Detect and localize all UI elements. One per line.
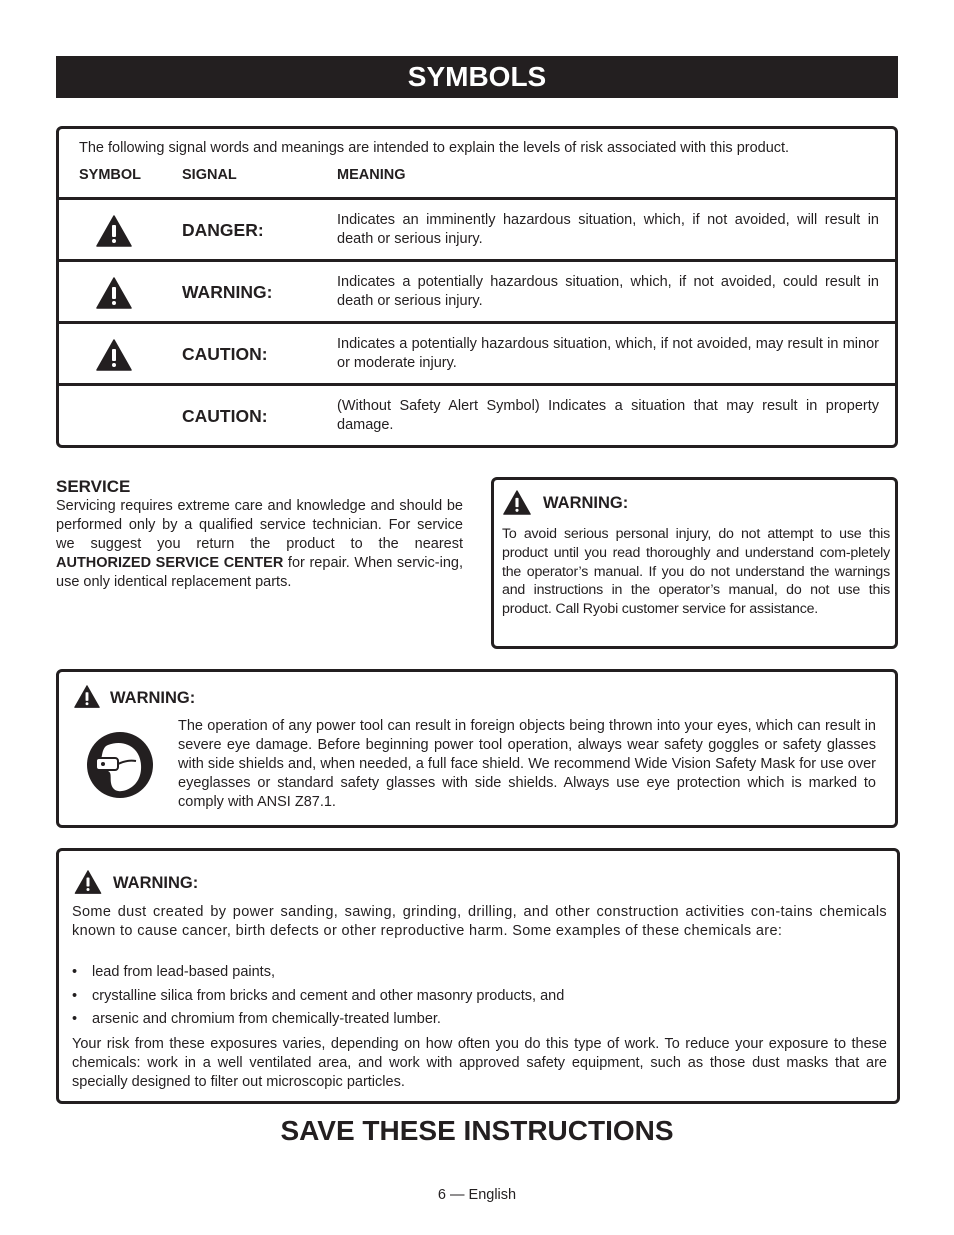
signal-word: CAUTION: — [182, 344, 268, 364]
symbol-row-caution-no-symbol — [59, 383, 895, 445]
signal-meaning: Indicates a potentially hazardous situation, which, if not avoided, may result in minor or moderate injury. — [337, 336, 879, 371]
signal-meaning: Indicates an imminently hazardous situation, which, if not avoided, will result in death or serious injury. — [337, 212, 879, 247]
save-instructions-heading: SAVE THESE INSTRUCTIONS — [280, 1115, 674, 1146]
safety-alert-icon — [96, 215, 132, 247]
warning-title: WARNING: — [113, 874, 199, 892]
safety-glasses-icon — [86, 731, 154, 799]
warning-outro: Your risk from these exposures varies, depending on how often you do this type of work. To reduce your exposure to these chemicals: work in a well ventilated area, and work with approved safety equipment, such as those dust masks that are specially designed to filter out microscopic particles. — [72, 1036, 887, 1090]
list-item-text: lead from lead-based paints, — [92, 964, 275, 980]
column-header-signal: SIGNAL — [182, 167, 237, 183]
service-text — [56, 497, 463, 592]
column-header-symbol: SYMBOL — [79, 167, 142, 183]
service-text-part: for repair. When servic-ing, use only identical replacement parts. — [56, 555, 463, 590]
warning-dust-box — [56, 848, 900, 1104]
list-item: • lead from lead-based paints, — [72, 964, 275, 980]
symbol-row-caution — [59, 321, 895, 383]
warning-intro: Some dust created by power sanding, sawing, grinding, drilling, and other construction activities con-tains chemicals known to cause cancer, birth defects or other reproductive harm. Some examples of these chemicals are: — [72, 904, 887, 939]
service-text-part: Servicing requires extreme care and knowledge and should be performed only by a qualified service technician. For service we suggest you return the product to the nearest — [56, 498, 463, 552]
service-center-emphasis: AUTHORIZED SERVICE CENTER — [56, 555, 284, 571]
signal-word: CAUTION: — [182, 406, 268, 426]
symbol-row-warning — [59, 259, 895, 321]
safety-alert-icon — [503, 490, 531, 515]
safety-alert-icon — [74, 685, 100, 708]
list-item: • arsenic and chromium from chemically-treated lumber. — [72, 1011, 441, 1027]
symbols-intro: The following signal words and meanings are intended to explain the levels of risk associated with this product. — [79, 140, 790, 156]
warning-text: To avoid serious personal injury, do not attempt to use this product until you read thoroughly and understand com-pletely the operator’s manual. If you do not understand the warnings and instructions in the operator’s manual, do not use this product. Call Ryobi customer service for assistance. — [502, 526, 890, 618]
warning-manual-box — [491, 477, 898, 649]
list-item: • crystalline silica from bricks and cement and other masonry products, and — [72, 988, 565, 1004]
service-heading: SERVICE — [56, 477, 131, 496]
symbol-row-danger — [59, 197, 895, 259]
warning-text: The operation of any power tool can result in foreign objects being thrown into your eyes, which can result in severe eye damage. Before beginning power tool operation, always wear safety goggles or safety glasses with side shields and, when needed, a full face shield. We recommend Wide Vision Safety Mask for use over eyeglasses or standard safety glasses with side shields. Always use eye protection which is marked to comply with ANSI Z87.1. — [178, 718, 876, 810]
page-title: SYMBOLS — [56, 56, 898, 98]
signal-meaning: (Without Safety Alert Symbol) Indicates a situation that may result in property damage. — [337, 398, 879, 433]
column-header-meaning: MEANING — [337, 167, 406, 183]
signal-meaning: Indicates a potentially hazardous situation, which, if not avoided, could result in death or serious injury. — [337, 274, 879, 309]
warning-title: WARNING: — [543, 494, 629, 512]
signal-word: DANGER: — [182, 220, 264, 240]
signal-word: WARNING: — [182, 282, 273, 302]
symbols-table — [56, 126, 898, 448]
list-item-text: arsenic and chromium from chemically-treated lumber. — [92, 1011, 441, 1027]
warning-title: WARNING: — [110, 689, 196, 707]
list-item-text: crystalline silica from bricks and cement and other masonry products, and — [92, 988, 565, 1004]
safety-alert-icon — [74, 870, 102, 894]
safety-alert-icon — [96, 339, 132, 371]
safety-alert-icon — [96, 277, 132, 309]
page-footer: 6 — English — [437, 1187, 517, 1203]
warning-eye-box — [56, 669, 898, 828]
